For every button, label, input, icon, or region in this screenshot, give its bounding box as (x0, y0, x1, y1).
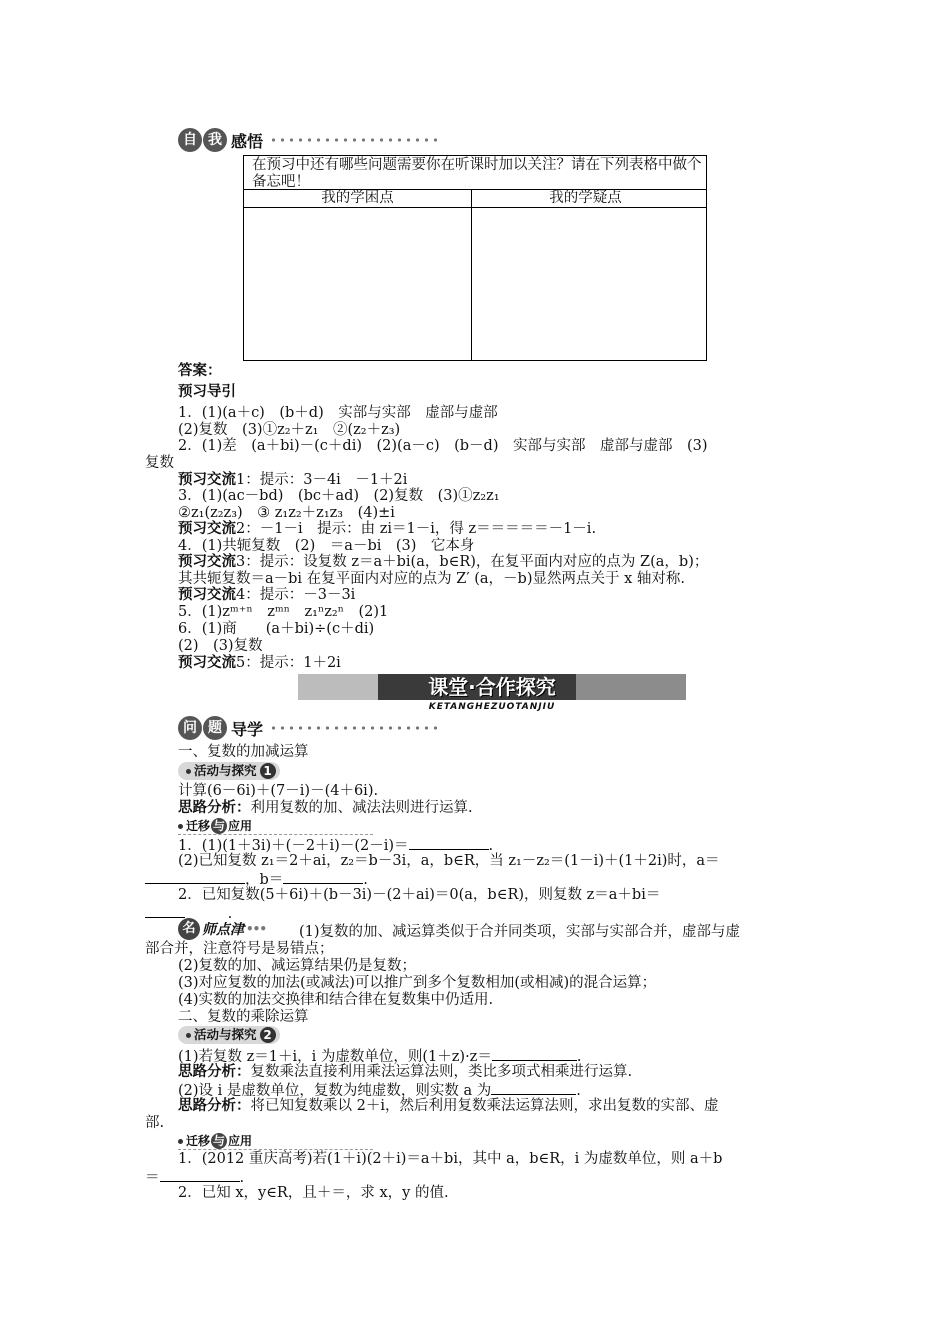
badge-char-2: 我 (203, 128, 227, 152)
answers-title: 答案： (178, 362, 222, 379)
badge-char-1: 问 (178, 716, 202, 740)
exchange-label: 预习交流 (178, 586, 236, 603)
idea-2 (178, 1063, 632, 1081)
self-reflection-badge (178, 128, 439, 152)
idea-label: 思路分析： (178, 1097, 251, 1114)
note-3: (3)对应复数的加法(或减法)可以推广到多个复数相加(或相减)的混合运算； (178, 975, 657, 991)
answer-line-9: 4．(1)共轭复数 (2) ＝a－bi (3) 它本身 (178, 538, 475, 554)
t2-q2: 2．已知 x，y∈R，且＋＝，求 x，y 的值. (178, 1185, 449, 1201)
banner-title: 课堂·合作探究 (428, 675, 556, 699)
idea-3b: 部. (145, 1115, 165, 1131)
exchange-label: 预习交流 (178, 471, 236, 488)
exchange-text: 4：提示：－3－3i (236, 587, 356, 603)
note-4: (4)实数的加法交换律和结合律在复数集中仍适用. (178, 992, 494, 1008)
t1-q1: 1．(1)(1＋3i)＋(－2＋i)－(2－i)＝ . (178, 835, 493, 855)
memo-col-doubts: 我的学疑点 (549, 190, 622, 206)
exchange-label: 预习交流 (178, 654, 236, 671)
bullet-icon (186, 769, 191, 774)
answer-blank[interactable] (491, 1080, 576, 1095)
exchange-label: 预习交流 (178, 553, 236, 570)
answer-line-13: 5．(1)zᵐ⁺ⁿ zᵐⁿ z₁ⁿz₂ⁿ (2)1 (178, 604, 389, 620)
badge-tail: 感悟 (231, 131, 264, 151)
idea-3 (178, 1097, 718, 1115)
answer-line-2: (2)复数 (3)①z₂＋z₁ ②(z₂＋z₃) (178, 422, 401, 438)
activity-label: 活动与探究 (194, 1027, 257, 1042)
answer-line-4: 复数 (145, 455, 174, 471)
transfer-label-yu: 与 (213, 819, 226, 833)
idea-text: 将已知复数乘以 2＋i，然后利用复数乘法运算法则，求出复数的实部、虚 (250, 1098, 719, 1114)
transfer-label-b: 应用 (228, 1134, 253, 1148)
exchange-text: 2：－1－i 提示：由 zi＝1－i，得 z＝＝＝＝＝－1－i. (236, 521, 597, 537)
badge-tail: 导学 (231, 719, 264, 739)
memo-prompt: 在预习中还有哪些问题需要你在听课时加以关注？请在下列表格中做个备忘吧！ (252, 157, 702, 190)
answer-line-6: 3．(1)(ac－bd) (bc＋ad) (2)复数 (3)①z₂z₁ (178, 488, 500, 504)
activity-pill-1 (178, 762, 280, 780)
t2-q1: 1．(2012 重庆高考)若(1＋i)(2＋i)＝a＋bi，其中 a，b∈R，i 为虚数单位，则 a＋b (178, 1151, 723, 1167)
a2-q1-text: (1)若复数 z＝1＋i，i 为虚数单位，则(1＋z)·z＝ (178, 1049, 492, 1065)
memo-column-divider (471, 189, 472, 360)
idea-text: 复数乘法直接利用乘法运算法则，类比多项式相乘进行运算. (250, 1064, 633, 1080)
transfer-label-yu: 与 (213, 1134, 226, 1148)
transfer-header-2 (178, 1133, 252, 1149)
answer-blank[interactable] (492, 1046, 577, 1061)
answer-exchange-2 (178, 520, 596, 538)
t2-q1b-text: ＝ (145, 1170, 160, 1186)
banner-subtitle: KETANGHEZUOTANJIU (428, 702, 556, 712)
memo-table (243, 155, 707, 361)
transfer-label-b: 应用 (228, 819, 253, 833)
transfer-label-a: 迁移 (186, 1134, 211, 1148)
bullet-icon (178, 1139, 183, 1144)
t1-q2-blank: . (145, 903, 232, 923)
t1-q1c-text: ，b＝ (245, 872, 284, 888)
dotted-divider (269, 137, 439, 143)
idea-text: 利用复数的加、减法法则进行运算. (250, 800, 473, 816)
t1-q2: 2．已知复数(5＋6i)＋(b－3i)－(2＋ai)＝0(a，b∈R)，则复数 z＝a＋bi＝ (178, 887, 661, 903)
memo-header-divider (244, 207, 706, 208)
transfer-label-a: 迁移 (186, 819, 211, 833)
answer-blank[interactable] (409, 835, 489, 850)
dotted-divider (269, 725, 439, 731)
bullet-icon (186, 1033, 191, 1038)
exchange-label: 预习交流 (178, 520, 236, 537)
answer-exchange-5 (178, 654, 341, 672)
badge-char-1: 自 (178, 128, 202, 152)
answer-exchange-4 (178, 586, 355, 604)
ming-dots: ••• (246, 922, 267, 936)
memo-col-difficulties: 我的学困点 (321, 190, 394, 206)
answer-blank[interactable] (145, 903, 185, 918)
transfer-header-1 (178, 818, 252, 834)
answer-line-15: (2) (3)复数 (178, 638, 263, 654)
activity-label: 活动与探究 (194, 763, 257, 778)
exchange-text: 5：提示：1＋2i (236, 655, 341, 671)
note-2: (2)复数的加、减运算结果仍是复数； (178, 958, 417, 974)
activity-number: 2 (260, 1027, 276, 1043)
answer-blank[interactable] (145, 869, 245, 884)
idea-label: 思路分析： (178, 1063, 251, 1080)
idea-1 (178, 799, 473, 817)
exchange-text: 3：提示：设复数 z＝a＋bi(a，b∈R)，在复平面内对应的点为 Z(a，b)； (236, 554, 709, 570)
a2-q2-text: (2)设 i 是虚数单位，复数为纯虚数，则实数 a 为 (178, 1083, 492, 1099)
guide-badge (178, 716, 439, 740)
t1-q1c: ，b＝ . (145, 869, 368, 889)
t2-q1b: ＝ . (145, 1167, 244, 1187)
idea-label: 思路分析： (178, 799, 251, 816)
ming-char: 名 (178, 918, 200, 940)
bullet-icon (178, 824, 183, 829)
badge-char-2: 题 (203, 716, 227, 740)
answer-line-7: ②z₁(z₂z₃) ③ z₁z₂＋z₁z₃ (4)±i (178, 505, 395, 521)
answer-blank[interactable] (160, 1167, 240, 1182)
activity-number: 1 (260, 763, 276, 779)
answers-section: 预习导引 (178, 383, 236, 400)
calc-problem: 计算(6－6i)＋(7－i)－(4＋6i). (178, 783, 379, 799)
t1-q1-text: 1．(1)(1＋3i)＋(－2＋i)－(2－i)＝ (178, 838, 409, 854)
section-banner (298, 674, 686, 700)
exchange-text: 1：提示：3－4i －1＋2i (236, 472, 408, 488)
answer-line-14: 6．(1)商 (a＋bi)÷(c＋di) (178, 621, 375, 637)
t1-q1b: (2)已知复数 z₁＝2＋ai，z₂＝b－3i，a，b∈R，当 z₁－z₂＝(1－i)＋(1＋2i)时，a＝ (178, 853, 720, 869)
topic-mul-div: 二、复数的乘除运算 (178, 1009, 309, 1025)
note-1b: 部合并，注意符号是易错点； (145, 941, 334, 957)
answer-blank[interactable] (283, 869, 363, 884)
a2-q1: (1)若复数 z＝1＋i，i 为虚数单位，则(1＋z)·z＝ . (178, 1046, 581, 1066)
answer-line-1: 1．(1)(a＋c) (b＋d) 实部与实部 虚部与虚部 (178, 405, 498, 421)
activity-pill-2 (178, 1026, 280, 1044)
note-1: (1)复数的加、减运算类似于合并同类项，实部与实部合并，虚部与虚 (299, 924, 741, 940)
topic-add-sub: 一、复数的加减运算 (178, 744, 309, 760)
a2-q2: (2)设 i 是虚数单位，复数为纯虚数，则实数 a 为 . (178, 1080, 581, 1100)
teacher-note-badge (178, 918, 266, 940)
answer-line-11: 其共轭复数＝a－bi 在复平面内对应的点为 Z′ (a，－b)显然两点关于 x 轴对称. (178, 571, 686, 587)
answer-exchange-3 (178, 553, 708, 571)
answer-line-3: 2．(1)差 (a＋bi)－(c＋di) (2)(a－c) (b－d) 实部与实部 虚部与虚部 (3) (178, 438, 708, 454)
ming-title: 师点津 (202, 922, 244, 938)
